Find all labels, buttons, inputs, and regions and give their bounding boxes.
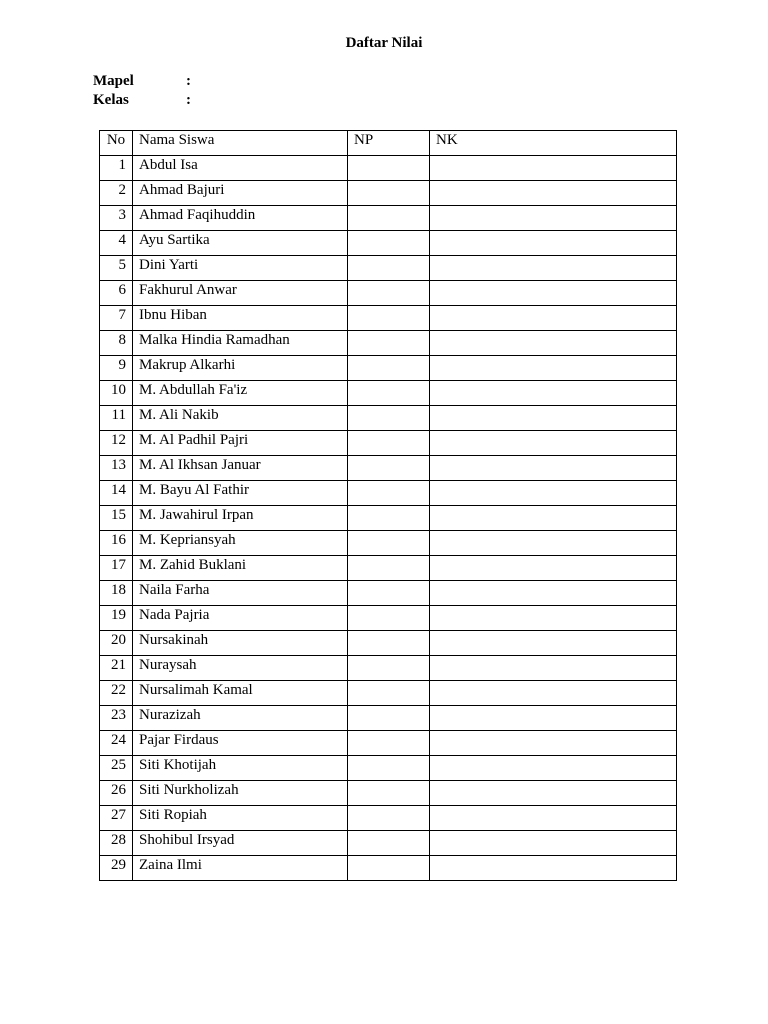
row-number: 20 [100, 631, 133, 656]
row-number: 10 [100, 381, 133, 406]
row-number: 28 [100, 831, 133, 856]
nk-cell [430, 206, 677, 231]
nk-cell [430, 806, 677, 831]
student-name: Abdul Isa [133, 156, 348, 181]
student-name: Nurazizah [133, 706, 348, 731]
mapel-field [93, 72, 191, 91]
np-cell [348, 856, 430, 881]
np-cell [348, 231, 430, 256]
row-number: 17 [100, 556, 133, 581]
table-row [100, 281, 677, 306]
row-number: 9 [100, 356, 133, 381]
kelas-label: Kelas [93, 92, 129, 108]
nk-cell [430, 456, 677, 481]
nk-cell [430, 556, 677, 581]
nk-cell [430, 606, 677, 631]
np-cell [348, 331, 430, 356]
np-cell [348, 281, 430, 306]
table-row [100, 756, 677, 781]
row-number: 7 [100, 306, 133, 331]
row-number: 11 [100, 406, 133, 431]
header-nk: NK [430, 131, 677, 156]
table-row [100, 331, 677, 356]
student-name: Siti Ropiah [133, 806, 348, 831]
np-cell [348, 456, 430, 481]
row-number: 4 [100, 231, 133, 256]
row-number: 25 [100, 756, 133, 781]
mapel-colon: : [186, 73, 191, 89]
student-name: Nada Pajria [133, 606, 348, 631]
header-name: Nama Siswa [133, 131, 348, 156]
row-number: 14 [100, 481, 133, 506]
table-row [100, 181, 677, 206]
row-number: 2 [100, 181, 133, 206]
np-cell [348, 381, 430, 406]
table-row [100, 306, 677, 331]
table-row [100, 356, 677, 381]
row-number: 8 [100, 331, 133, 356]
row-number: 16 [100, 531, 133, 556]
table-row [100, 406, 677, 431]
nk-cell [430, 531, 677, 556]
student-name: Dini Yarti [133, 256, 348, 281]
student-name: Ibnu Hiban [133, 306, 348, 331]
header-np: NP [348, 131, 430, 156]
table-row [100, 606, 677, 631]
student-name: Ahmad Bajuri [133, 181, 348, 206]
np-cell [348, 406, 430, 431]
student-name: M. Ali Nakib [133, 406, 348, 431]
row-number: 5 [100, 256, 133, 281]
table-row [100, 831, 677, 856]
np-cell [348, 656, 430, 681]
mapel-label: Mapel [93, 73, 134, 89]
nk-cell [430, 156, 677, 181]
table-row [100, 506, 677, 531]
nk-cell [430, 381, 677, 406]
nk-cell [430, 631, 677, 656]
np-cell [348, 306, 430, 331]
table-row [100, 206, 677, 231]
nk-cell [430, 506, 677, 531]
nk-cell [430, 756, 677, 781]
nk-cell [430, 656, 677, 681]
student-name: Malka Hindia Ramadhan [133, 331, 348, 356]
kelas-colon: : [186, 92, 191, 108]
table-row [100, 706, 677, 731]
row-number: 26 [100, 781, 133, 806]
row-number: 24 [100, 731, 133, 756]
nk-cell [430, 281, 677, 306]
row-number: 29 [100, 856, 133, 881]
grades-table [99, 130, 677, 881]
row-number: 21 [100, 656, 133, 681]
nk-cell [430, 231, 677, 256]
np-cell [348, 156, 430, 181]
student-name: M. Al Padhil Pajri [133, 431, 348, 456]
np-cell [348, 481, 430, 506]
student-name: Shohibul Irsyad [133, 831, 348, 856]
row-number: 27 [100, 806, 133, 831]
np-cell [348, 781, 430, 806]
student-name: Makrup Alkarhi [133, 356, 348, 381]
nk-cell [430, 431, 677, 456]
nk-cell [430, 481, 677, 506]
row-number: 13 [100, 456, 133, 481]
nk-cell [430, 831, 677, 856]
table-row [100, 431, 677, 456]
nk-cell [430, 181, 677, 206]
student-name: Siti Nurkholizah [133, 781, 348, 806]
row-number: 6 [100, 281, 133, 306]
student-name: Nursalimah Kamal [133, 681, 348, 706]
np-cell [348, 256, 430, 281]
np-cell [348, 631, 430, 656]
header-no: No [100, 131, 133, 156]
np-cell [348, 181, 430, 206]
student-name: M. Kepriansyah [133, 531, 348, 556]
row-number: 15 [100, 506, 133, 531]
row-number: 19 [100, 606, 133, 631]
nk-cell [430, 706, 677, 731]
table-row [100, 631, 677, 656]
nk-cell [430, 681, 677, 706]
table-row [100, 381, 677, 406]
np-cell [348, 531, 430, 556]
table-row [100, 481, 677, 506]
np-cell [348, 681, 430, 706]
student-name: Zaina Ilmi [133, 856, 348, 881]
nk-cell [430, 306, 677, 331]
table-row [100, 256, 677, 281]
row-number: 3 [100, 206, 133, 231]
student-name: Nuraysah [133, 656, 348, 681]
np-cell [348, 806, 430, 831]
np-cell [348, 556, 430, 581]
table-row [100, 856, 677, 881]
student-name: Nursakinah [133, 631, 348, 656]
row-number: 18 [100, 581, 133, 606]
np-cell [348, 606, 430, 631]
student-name: M. Jawahirul Irpan [133, 506, 348, 531]
np-cell [348, 506, 430, 531]
np-cell [348, 206, 430, 231]
table-row [100, 456, 677, 481]
kelas-field [93, 91, 191, 110]
student-name: M. Bayu Al Fathir [133, 481, 348, 506]
table-row [100, 656, 677, 681]
table-row [100, 806, 677, 831]
page-title: Daftar Nilai [345, 35, 423, 51]
np-cell [348, 731, 430, 756]
nk-cell [430, 731, 677, 756]
np-cell [348, 356, 430, 381]
np-cell [348, 581, 430, 606]
nk-cell [430, 331, 677, 356]
student-name: Ayu Sartika [133, 231, 348, 256]
table-row [100, 731, 677, 756]
student-name: Pajar Firdaus [133, 731, 348, 756]
student-name: M. Abdullah Fa'iz [133, 381, 348, 406]
student-name: M. Al Ikhsan Januar [133, 456, 348, 481]
row-number: 22 [100, 681, 133, 706]
table-row [100, 156, 677, 181]
np-cell [348, 706, 430, 731]
np-cell [348, 831, 430, 856]
nk-cell [430, 581, 677, 606]
table-row [100, 556, 677, 581]
student-name: Siti Khotijah [133, 756, 348, 781]
row-number: 12 [100, 431, 133, 456]
table-row [100, 231, 677, 256]
table-row [100, 581, 677, 606]
table-header-row [100, 131, 677, 156]
nk-cell [430, 781, 677, 806]
row-number: 23 [100, 706, 133, 731]
student-name: Naila Farha [133, 581, 348, 606]
nk-cell [430, 356, 677, 381]
nk-cell [430, 406, 677, 431]
student-name: M. Zahid Buklani [133, 556, 348, 581]
table-row [100, 681, 677, 706]
nk-cell [430, 256, 677, 281]
student-name: Fakhurul Anwar [133, 281, 348, 306]
table-row [100, 781, 677, 806]
row-number: 1 [100, 156, 133, 181]
np-cell [348, 431, 430, 456]
np-cell [348, 756, 430, 781]
student-name: Ahmad Faqihuddin [133, 206, 348, 231]
table-row [100, 531, 677, 556]
nk-cell [430, 856, 677, 881]
